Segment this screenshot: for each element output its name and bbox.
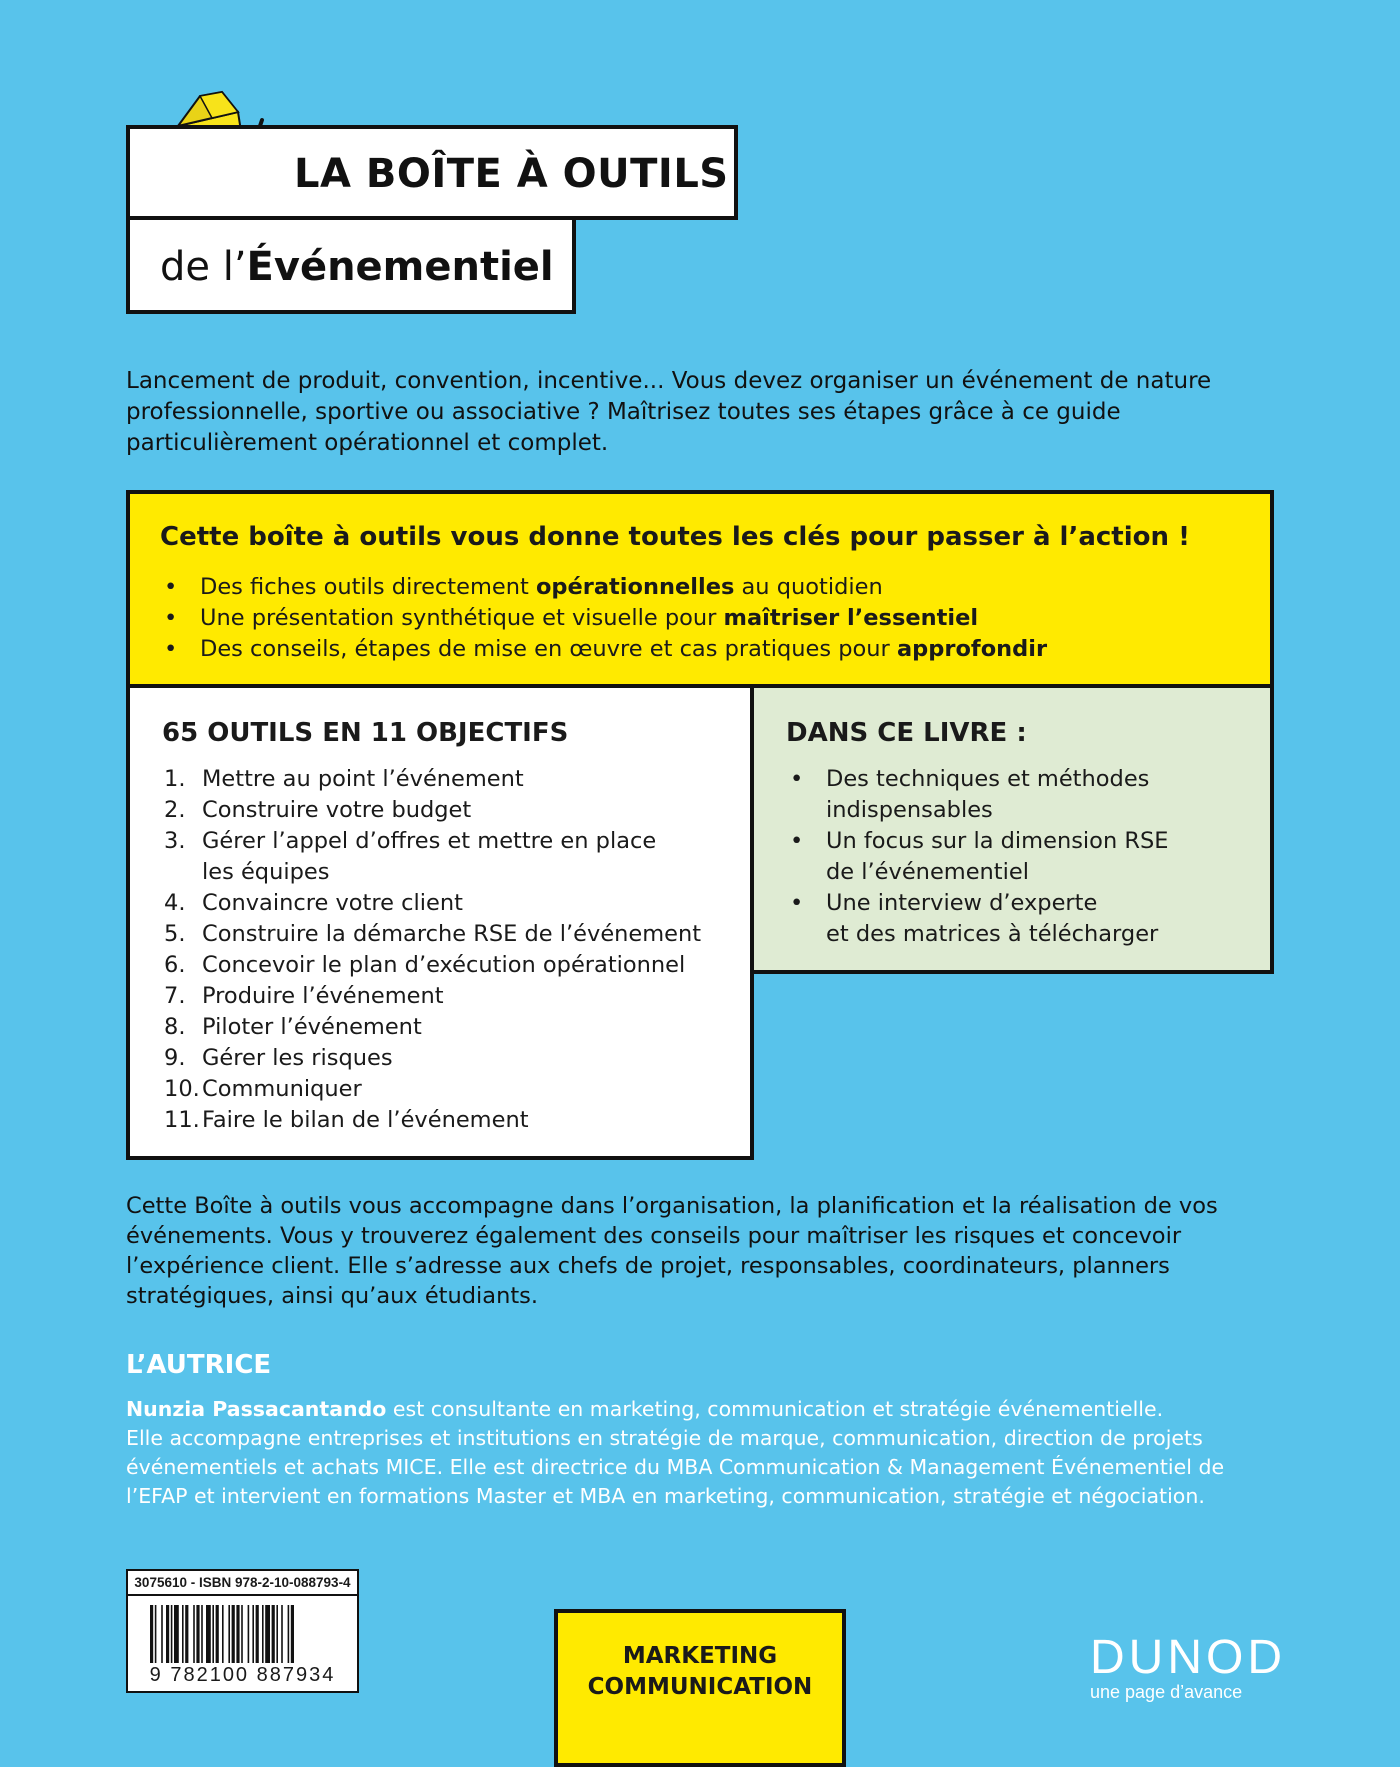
author-bio: Nunzia Passacantando est consultante en marketing, communication et stratégie événementielle. Elle accompagne entreprises et institutions en stratégie de marque, communication, direction de projets événementiels et achats MICE. Elle est directrice du MBA Communication & Management Événementiel de l’EFAP et intervient en formations Master et MBA en marketing, communication, stratégie et négociation. — [126, 1397, 1225, 1508]
objective-item: 1. Mettre au point l’événement — [164, 766, 524, 792]
list-item: • Une présentation synthétique et visuelle pour maîtriser l’essentiel — [162, 603, 1047, 634]
list-item: • Des conseils, étapes de mise en œuvre et cas pratiques pour approfondir — [162, 634, 1047, 665]
objectives-heading: 65 OUTILS EN 11 OBJECTIFS — [162, 718, 569, 748]
objective-item: 6. Concevoir le plan d’exécution opérationnel — [164, 952, 686, 978]
in-book-item: • Des techniques et méthodes indispensables — [788, 764, 1169, 826]
publisher-logo — [1090, 1631, 1286, 1703]
objective-item: 11. Faire le bilan de l’événement — [164, 1107, 529, 1133]
objective-item: 4. Convaincre votre client — [164, 890, 463, 916]
category-line-1: MARKETING — [622, 1643, 778, 1669]
in-book-item: • Une interview d’experte et des matrices à télécharger — [788, 888, 1169, 950]
author-heading: L’AUTRICE — [126, 1350, 272, 1380]
keys-heading: Cette boîte à outils vous donne toutes les clés pour passer à l’action ! — [160, 522, 1190, 552]
barcode-digits: 9 782100 887934 — [149, 1664, 336, 1686]
objective-item: 2. Construire votre budget — [164, 797, 472, 823]
objective-item: 7. Produire l’événement — [164, 983, 444, 1009]
isbn-text: 3075610 - ISBN 978-2-10-088793-4 — [128, 1575, 357, 1596]
subtitle-prefix: de l’ — [160, 244, 247, 290]
in-book-item: • Un focus sur la dimension RSE de l’événementiel — [788, 826, 1169, 888]
in-book-box — [750, 684, 1274, 974]
objective-item: 10. Communiquer — [164, 1076, 362, 1102]
in-book-heading: DANS CE LIVRE : — [786, 718, 1027, 748]
in-book-list — [788, 764, 1169, 950]
objective-item: 3. Gérer l’appel d’offres et mettre en place les équipes — [164, 828, 657, 885]
author-name: Nunzia Passacantando — [126, 1397, 387, 1421]
objectives-list — [164, 764, 701, 1136]
category-box — [554, 1609, 846, 1767]
intro-paragraph: Lancement de produit, convention, incentive... Vous devez organiser un événement de nature professionnelle, sportive ou associative ? Maîtrisez toutes ses étapes grâce à ce guide particulièrement opérationnel et complet. — [126, 368, 1212, 456]
category-line-2: COMMUNICATION — [587, 1674, 813, 1700]
list-item: • Des fiches outils directement opérationnelles au quotidien — [162, 572, 1047, 603]
publisher-tagline: une page d’avance — [1090, 1682, 1243, 1702]
keys-list — [162, 572, 1047, 665]
objectives-box — [126, 684, 754, 1160]
objective-item: 5. Construire la démarche RSE de l’événement — [164, 921, 702, 947]
publisher-name: DUNOD — [1090, 1631, 1286, 1684]
objective-item: 9. Gérer les risques — [164, 1045, 393, 1071]
title-box — [126, 125, 738, 220]
objective-item: 8. Piloter l’événement — [164, 1014, 422, 1040]
book-subtitle — [160, 244, 554, 290]
subtitle-box — [126, 216, 576, 314]
keys-box — [126, 490, 1274, 688]
summary-paragraph: Cette Boîte à outils vous accompagne dans l’organisation, la planification et la réalisation de vos événements. Vous y trouverez également des conseils pour maîtriser les risques et concevoir l’expérience client. Elle s’adresse aux chefs de projet, responsables, coordinateurs, planners stratégiques, ainsi qu’aux étudiants. — [126, 1193, 1218, 1309]
barcode — [126, 1569, 359, 1693]
subtitle-bold: Événementiel — [246, 244, 554, 290]
book-title: LA BOÎTE À OUTILS — [294, 151, 729, 197]
barcode-bars-icon — [150, 1605, 338, 1663]
